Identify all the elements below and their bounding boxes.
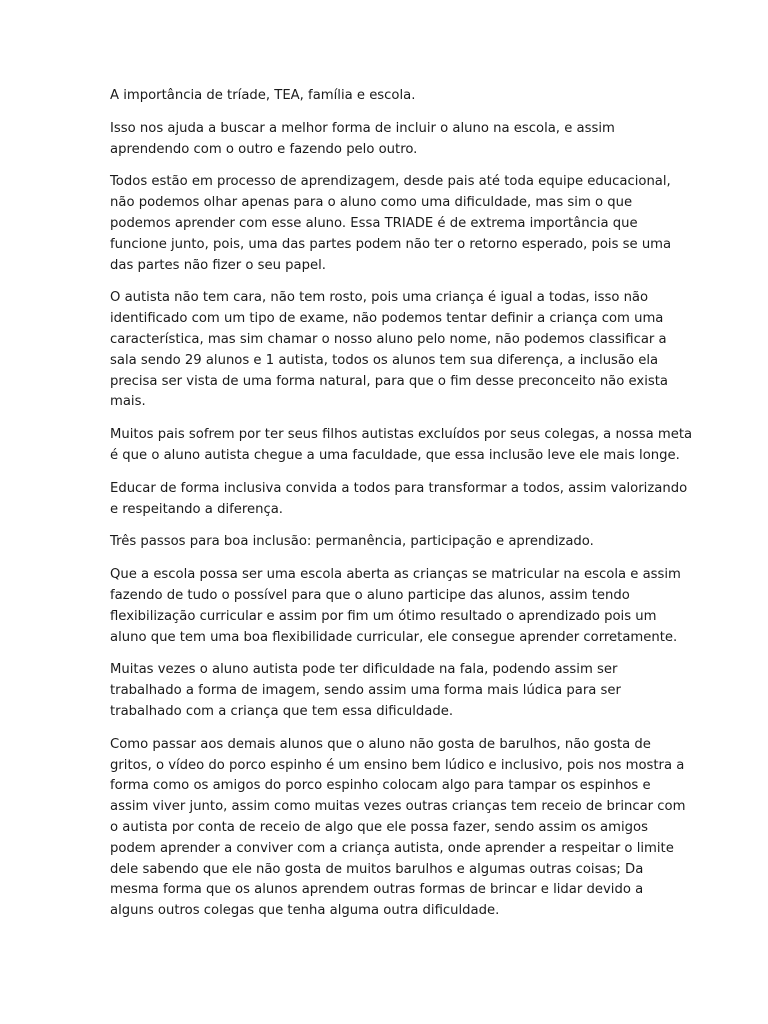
text-line: trabalhado com a criança que tem essa dificuldade. (110, 703, 454, 719)
document-title (110, 86, 662, 107)
text-line: Muitos pais sofrem por ter seus filhos autistas excluídos por seus colegas, a nossa meta (110, 427, 693, 443)
text-line: gritos, o vídeo do porco espinho é um ensino bem lúdico e inclusivo, pois nos mostra a (110, 757, 685, 773)
text-line: Isso nos ajuda a buscar a melhor forma de incluir o aluno na escola, e assim (110, 120, 615, 136)
paragraph (110, 172, 672, 276)
text-line: forma como os amigos do porco espinho colocam algo para tampar os espinhos e (110, 778, 651, 794)
paragraph (110, 735, 686, 922)
text-line: característica, mas sim chamar o nosso aluno pelo nome, não podemos classificar a (110, 331, 667, 347)
text-line: A importância de tríade, TEA, família e escola. (110, 88, 416, 103)
text-line: Todos estão em processo de aprendizagem, desde pais até toda equipe educacional, (110, 174, 671, 190)
text-line: das partes não fizer o seu papel. (110, 257, 326, 273)
paragraph (110, 479, 688, 521)
paragraph (110, 288, 668, 413)
text-line: Três passos para boa inclusão: permanência, participação e aprendizado. (110, 534, 594, 550)
text-line: fazendo de tudo o possível para que o aluno participe das alunos, assim tendo (110, 587, 630, 603)
text-line: aluno que tem uma boa flexibilidade curricular, ele consegue aprender corretamente. (110, 629, 678, 645)
paragraph (110, 532, 662, 553)
text-line: Que a escola possa ser uma escola aberta as crianças se matricular na escola e assim (110, 567, 681, 583)
text-line: identificado com um tipo de exame, não podemos tentar definir a criança com uma (110, 311, 664, 327)
text-line: sala sendo 29 alunos e 1 autista, todos os alunos tem sua diferença, a inclusão ela (110, 352, 659, 368)
paragraph (110, 119, 662, 161)
text-line: mesma forma que os alunos aprendem outras formas de brincar e lidar devido a (110, 882, 644, 898)
text-line: e respeitando a diferença. (110, 501, 284, 517)
text-line: flexibilização curricular e assim por fim um ótimo resultado o aprendizado pois um (110, 608, 657, 624)
text-line: é que o aluno autista chegue a uma faculdade, que essa inclusão leve ele mais longe. (110, 447, 680, 463)
text-line: aprendendo com o outro e fazendo pelo outro. (110, 141, 418, 157)
text-line: precisa ser vista de uma forma natural, para que o fim desse preconceito não exista (110, 373, 668, 389)
paragraph (110, 660, 662, 722)
text-line: o autista por conta de receio de algo que ele possa fazer, sendo assim os amigos (110, 819, 648, 835)
paragraph (110, 565, 681, 648)
text-line: alguns outros colegas que tenha alguma outra dificuldade. (110, 903, 500, 919)
text-line: trabalhado a forma de imagem, sendo assim uma forma mais lúdica para ser (110, 683, 621, 699)
text-line: funcione junto, pois, uma das partes podem não ter o retorno esperado, pois se uma (110, 236, 672, 252)
document-page (110, 86, 693, 934)
text-line: Educar de forma inclusiva convida a todos para transformar a todos, assim valorizando (110, 480, 688, 496)
text-line: podemos aprender com esse aluno. Essa TRIADE é de extrema importância que (110, 215, 638, 231)
text-line: dele sabendo que ele não gosta de muitos barulhos e algumas outras coisas; Da (110, 861, 644, 877)
text-line: assim viver junto, assim como muitas vezes outras crianças tem receio de brincar com (110, 799, 686, 815)
text-line: Muitas vezes o aluno autista pode ter dificuldade na fala, podendo assim ser (110, 662, 618, 678)
text-line: mais. (110, 394, 146, 410)
text-line: não podemos olhar apenas para o aluno como uma dificuldade, mas sim o que (110, 195, 633, 211)
text-line: O autista não tem cara, não tem rosto, pois uma criança é igual a todas, isso não (110, 290, 649, 306)
paragraph (110, 425, 693, 467)
text-line: podem aprender a conviver com a criança autista, onde aprender a respeitar o limite (110, 840, 674, 856)
text-line: Como passar aos demais alunos que o aluno não gosta de barulhos, não gosta de (110, 736, 651, 752)
